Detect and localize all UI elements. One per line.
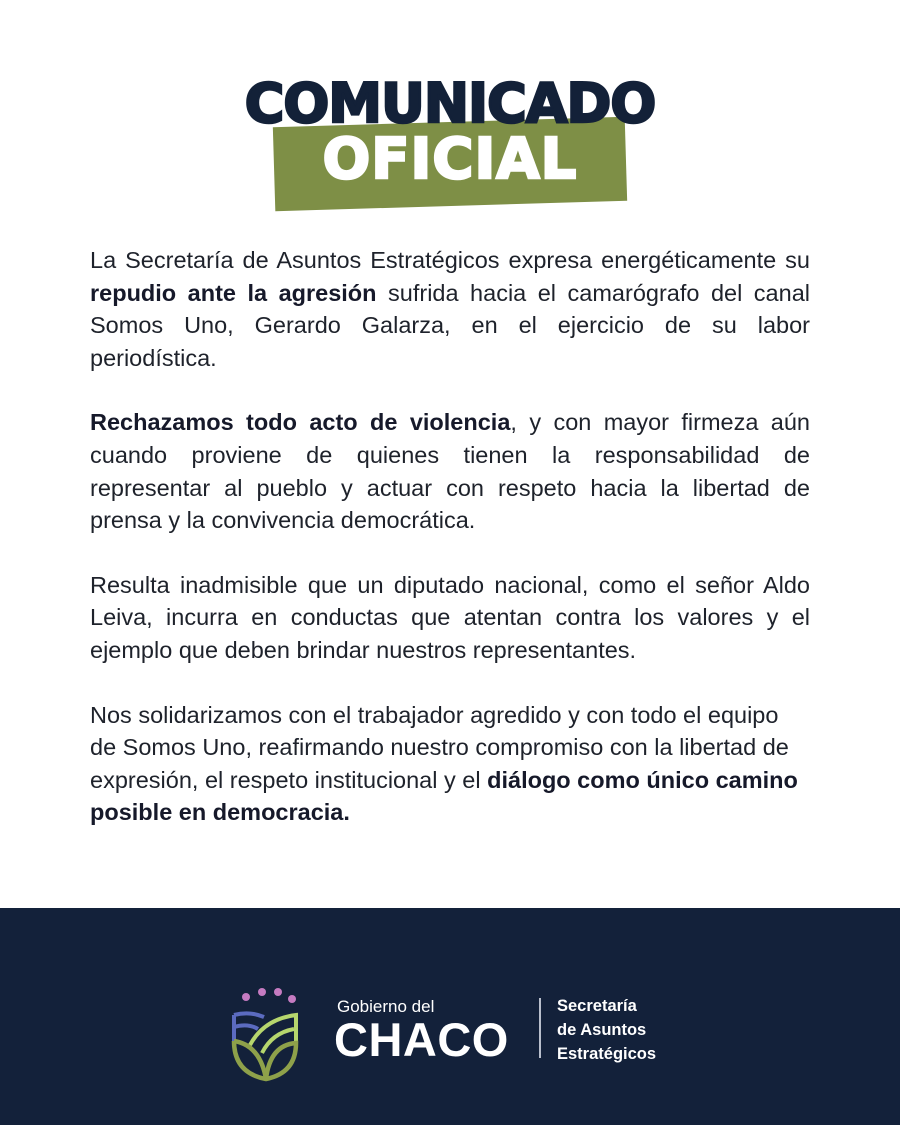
chaco-leaf-logo-icon — [230, 983, 300, 1083]
bold-segment: repudio ante la agresión — [90, 279, 377, 306]
gobierno-del-label: Gobierno del — [337, 997, 435, 1016]
logo-divider — [539, 998, 541, 1058]
bold-segment: Rechazamos todo acto de violencia — [90, 409, 511, 436]
paragraph-4 — [90, 699, 810, 829]
paragraph-2 — [90, 406, 810, 536]
paragraph-3 — [90, 569, 810, 667]
bold-segment: diálogo como único camino posible en democracia. — [90, 766, 798, 826]
statement-body — [90, 244, 810, 861]
footer — [0, 908, 900, 1125]
header — [0, 0, 900, 230]
secretaria-line-1: Secretaría — [557, 997, 637, 1015]
secretaria-label — [557, 994, 656, 1066]
text-segment: Resulta inadmisible que un diputado nacional, como el señor Aldo Leiva, incurra en conductas que atentan contra los valores y el ejemplo que deben brindar nuestros representantes. — [90, 571, 810, 663]
text-segment: sufrida hacia el camarógrafo del canal Somos Uno, Gerardo Galarza, en el ejercicio de su labor periodística. — [90, 279, 810, 371]
title-oficial: OFICIAL — [322, 127, 578, 192]
text-segment: , y con mayor firmeza aún cuando proviene de quienes tienen la responsabilidad de representar al pueblo y actuar con respeto hacia la libertad de prensa y la convivencia democrática. — [90, 409, 811, 534]
title-comunicado: COMUNICADO — [244, 72, 656, 135]
text-segment: Nos solidarizamos con el trabajador agredido y con todo el equipo de Somos Uno, reafirmando nuestro compromiso con la libertad de expresión, el respeto institucional y el — [90, 701, 789, 793]
chaco-label: CHACO — [334, 1013, 509, 1066]
text-segment: La Secretaría de Asuntos Estratégicos expresa energéticamente su — [90, 247, 810, 273]
secretaria-line-2: de Asuntos — [557, 1021, 647, 1039]
secretaria-line-3: Estratégicos — [557, 1045, 657, 1063]
paragraph-1 — [90, 244, 810, 374]
